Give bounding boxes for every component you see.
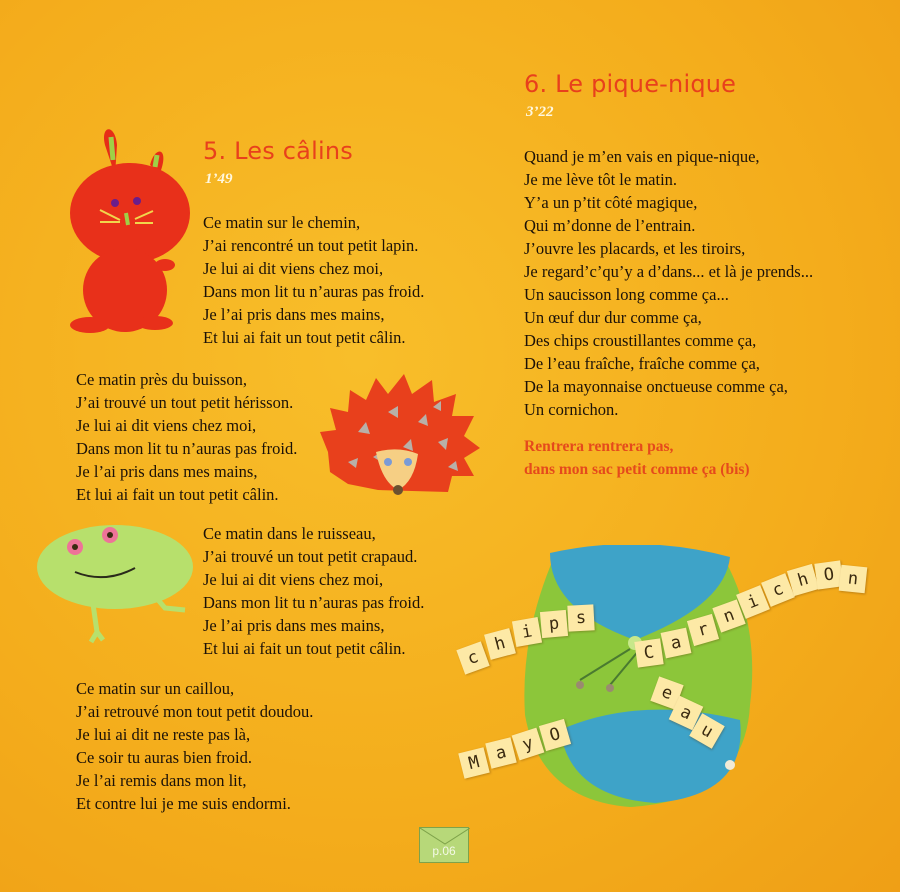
lyric-line: Ce matin sur le chemin,	[203, 213, 361, 232]
letter-tile: O	[814, 560, 843, 589]
letter-tile: M	[458, 747, 490, 779]
lyric-line: Des chips croustillantes comme ça,	[524, 331, 757, 350]
lyric-line: Je l’ai pris dans mes mains,	[203, 616, 385, 635]
letter-tile: O	[539, 719, 571, 751]
letter-tile: n	[712, 599, 745, 632]
letter-tile: i	[512, 617, 542, 647]
lyric-line: J’ouvre les placards, et les tiroirs,	[524, 239, 746, 258]
lyric-line: Un saucisson long comme ça...	[524, 285, 729, 304]
lyric-line: Dans mon lit tu n’auras pas froid.	[76, 439, 298, 458]
letter-tile: C	[634, 638, 663, 667]
song6-duration: 3’22	[526, 104, 554, 120]
page-number: p.06	[432, 844, 456, 858]
lyric-line: Je lui ai dit viens chez moi,	[203, 259, 384, 278]
song5-duration: 1’49	[205, 171, 233, 187]
song5-stanza-1	[203, 211, 424, 349]
song5-stanza-3	[203, 522, 424, 660]
lyric-line: De l’eau fraîche, fraîche comme ça,	[524, 354, 760, 373]
letter-tile: h	[484, 628, 516, 660]
lyric-line: Qui m’donne de l’entrain.	[524, 216, 696, 235]
lyric-line: Je l’ai pris dans mes mains,	[76, 462, 258, 481]
letter-tile: p	[540, 610, 568, 638]
lyric-line: Un œuf dur dur comme ça,	[524, 308, 702, 327]
refrain-line: Rentrera rentrera pas,	[524, 438, 674, 455]
letter-tile: c	[456, 641, 489, 674]
lyric-line: Dans mon lit tu n’auras pas froid.	[203, 593, 425, 612]
lyric-line: Ce matin sur un caillou,	[76, 679, 235, 698]
letter-tile: h	[787, 564, 819, 596]
lyric-line: Je lui ai dit viens chez moi,	[203, 570, 384, 589]
letter-tile: a	[669, 696, 704, 731]
lyric-line: Y’a un p’tit côté magique,	[524, 193, 698, 212]
backpack-illustration	[510, 545, 770, 815]
lyric-line: Ce matin près du buisson,	[76, 370, 247, 389]
song5-title: 5. Les câlins	[203, 137, 353, 165]
rabbit-illustration	[55, 125, 195, 340]
lyric-line: Quand je m’en vais en pique-nique,	[524, 147, 760, 166]
letter-tile: s	[567, 604, 594, 631]
lyric-line: Je regard’c’qu’y a d’dans... et là je prends...	[524, 262, 814, 281]
letter-tile: u	[689, 713, 725, 749]
lyric-line: J’ai retrouvé mon tout petit doudou.	[76, 702, 314, 721]
song6-refrain	[524, 435, 750, 481]
letter-tile: n	[839, 565, 868, 594]
lyric-line: J’ai trouvé un tout petit hérisson.	[76, 393, 294, 412]
song6-title: 6. Le pique-nique	[524, 70, 737, 98]
envelope-icon	[420, 828, 470, 848]
lyric-line: Un cornichon.	[524, 400, 619, 419]
lyric-line: Je lui ai dit viens chez moi,	[76, 416, 257, 435]
lyric-line: Je l’ai pris dans mes mains,	[203, 305, 385, 324]
refrain-line: dans mon sac petit comme ça (bis)	[524, 461, 750, 478]
lyric-line: Et lui ai fait un tout petit câlin.	[203, 328, 406, 347]
frog-illustration	[35, 522, 200, 647]
letter-tile: c	[761, 573, 795, 607]
hedgehog-illustration	[318, 372, 483, 502]
lyric-line: Ce matin dans le ruisseau,	[203, 524, 376, 543]
letter-tile: e	[650, 676, 683, 709]
letter-tile: a	[485, 737, 517, 769]
page-number-badge	[419, 827, 469, 863]
lyric-line: Et lui ai fait un tout petit câlin.	[203, 639, 406, 658]
lyric-line: Dans mon lit tu n’auras pas froid.	[203, 282, 425, 301]
lyric-line: Je lui ai dit ne reste pas là,	[76, 725, 251, 744]
lyric-line: Je me lève tôt le matin.	[524, 170, 678, 189]
letter-tile: y	[512, 728, 545, 761]
lyric-line: J’ai trouvé un tout petit crapaud.	[203, 547, 418, 566]
lyric-line: De la mayonnaise onctueuse comme ça,	[524, 377, 788, 396]
song6-verse	[524, 145, 813, 421]
song5-stanza-2	[76, 368, 297, 506]
song5-stanza-4	[76, 677, 313, 815]
lyric-line: Ce soir tu auras bien froid.	[76, 748, 252, 767]
lyric-line: Je l’ai remis dans mon lit,	[76, 771, 247, 790]
letter-tile: a	[661, 628, 692, 659]
letter-tile: r	[687, 614, 719, 646]
lyric-line: Et lui ai fait un tout petit câlin.	[76, 485, 279, 504]
letter-tile: i	[736, 585, 770, 619]
lyric-line: J’ai rencontré un tout petit lapin.	[203, 236, 419, 255]
lyric-line: Et contre lui je me suis endormi.	[76, 794, 291, 813]
